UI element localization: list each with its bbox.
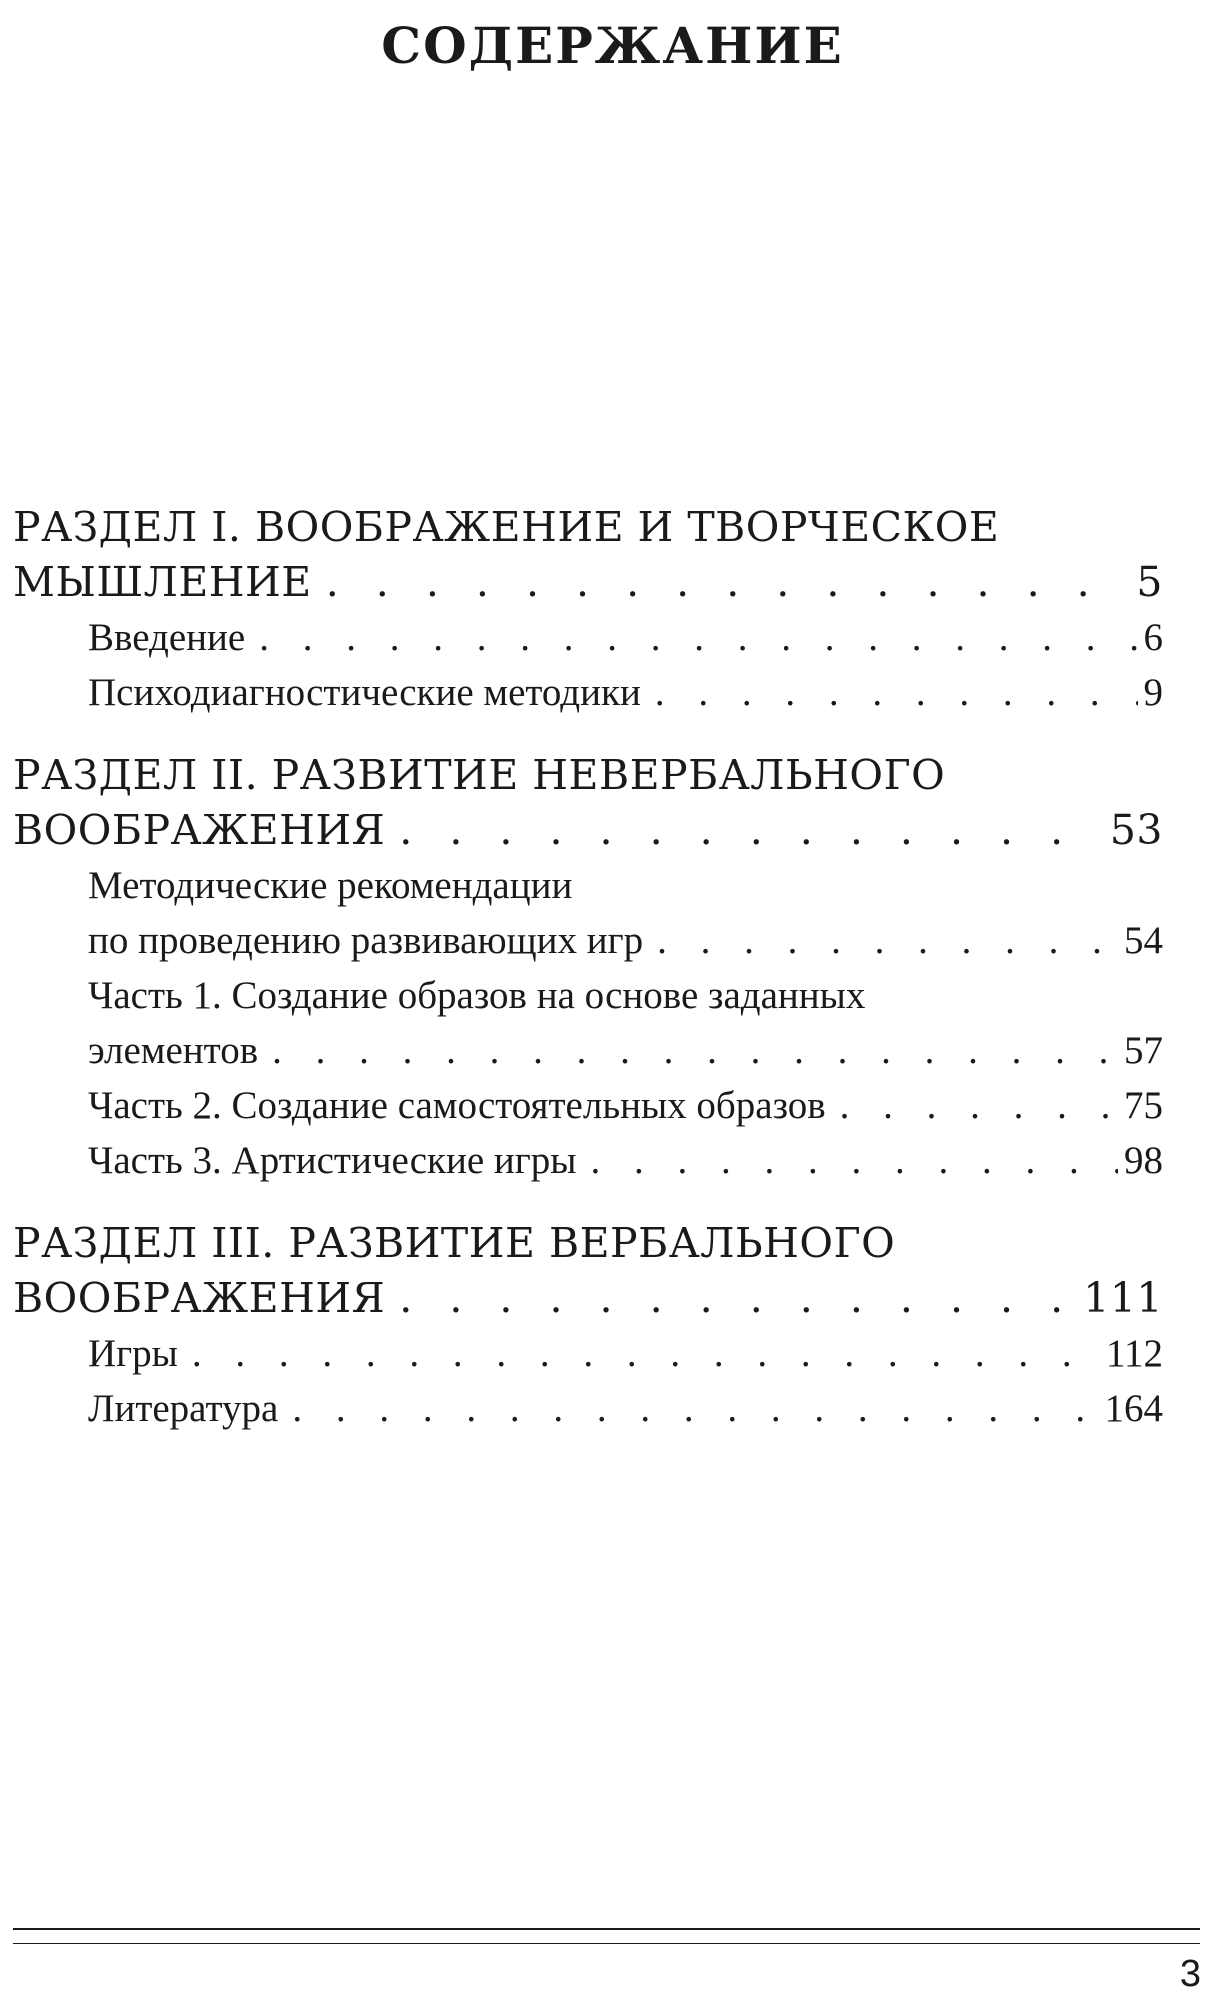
entry-title: Игры	[88, 1332, 178, 1375]
dot-leader	[643, 913, 1118, 968]
toc-entry-methodical-recommendations-continued[interactable]	[13, 913, 1163, 968]
entry-page: 6	[1143, 616, 1163, 659]
entry-title-line1: Методические рекомендации	[88, 864, 573, 907]
toc-section-1	[13, 500, 1163, 720]
section-2-title-line2: ВООБРАЖЕНИЯ	[13, 806, 386, 854]
entry-title: Часть 2. Создание самостоятельных образов	[88, 1084, 826, 1127]
entry-page: 164	[1104, 1387, 1163, 1430]
section-1-heading	[13, 500, 1163, 555]
entry-title: по проведению развивающих игр	[88, 919, 644, 962]
toc-entry-games[interactable]	[13, 1326, 1163, 1381]
footer-divider-bottom	[13, 1943, 1200, 1944]
entry-title: Часть 3. Артистические игры	[88, 1139, 577, 1182]
section-3-heading	[13, 1216, 1163, 1271]
toc-entry-part-1[interactable]	[13, 968, 1163, 1023]
section-3-heading-continued	[13, 1271, 1163, 1326]
section-1-title-line2: МЫШЛЕНИЕ	[13, 558, 312, 606]
section-1-title-line1: РАЗДЕЛ I. ВООБРАЖЕНИЕ И ТВОРЧЕСКОЕ	[13, 503, 1000, 551]
dot-leader	[826, 1078, 1118, 1133]
entry-page: 75	[1124, 1084, 1163, 1127]
table-of-contents	[13, 500, 1163, 1464]
toc-section-3	[13, 1216, 1163, 1436]
entry-title: Введение	[88, 616, 246, 659]
footer-divider-top	[13, 1928, 1200, 1930]
entry-page: 9	[1143, 671, 1163, 714]
section-2-title-line1: РАЗДЕЛ II. РАЗВИТИЕ НЕВЕРБАЛЬНОГО	[13, 751, 946, 799]
entry-title: Психодиагностические методики	[88, 671, 641, 714]
section-1-heading-continued	[13, 555, 1163, 610]
section-3-title-line1: РАЗДЕЛ III. РАЗВИТИЕ ВЕРБАЛЬНОГО	[13, 1219, 896, 1267]
page-number: 3	[1179, 1953, 1201, 1995]
section-2-heading	[13, 748, 1163, 803]
entry-title: Литература	[88, 1387, 279, 1430]
page-title: СОДЕРЖАНИЕ	[381, 16, 844, 75]
dot-leader	[178, 1326, 1100, 1381]
dot-leader	[577, 1133, 1119, 1188]
entry-title: элементов	[88, 1029, 259, 1072]
entry-page: 57	[1124, 1029, 1163, 1072]
entry-title-line1: Часть 1. Создание образов на основе заданных	[88, 974, 866, 1017]
entry-page: 54	[1124, 919, 1163, 962]
toc-entry-part-2[interactable]	[13, 1078, 1163, 1133]
section-2-page: 53	[1109, 806, 1163, 854]
dot-leader	[385, 1271, 1077, 1326]
toc-section-2	[13, 748, 1163, 1188]
toc-entry-methodical-recommendations[interactable]	[13, 858, 1163, 913]
dot-leader	[312, 555, 1131, 610]
entry-page: 112	[1105, 1332, 1163, 1375]
dot-leader	[245, 610, 1137, 665]
section-3-page: 111	[1083, 1274, 1163, 1322]
section-3-title-line2: ВООБРАЖЕНИЯ	[13, 1274, 386, 1322]
section-1-page: 5	[1136, 558, 1163, 606]
toc-entry-literature[interactable]	[13, 1381, 1163, 1436]
entry-page: 98	[1124, 1139, 1163, 1182]
toc-entry-part-1-continued[interactable]	[13, 1023, 1163, 1078]
dot-leader	[641, 665, 1138, 720]
toc-entry-part-3[interactable]	[13, 1133, 1163, 1188]
toc-entry-psychodiagnostic-methods[interactable]	[13, 665, 1163, 720]
dot-leader	[385, 803, 1104, 858]
section-2-heading-continued	[13, 803, 1163, 858]
dot-leader	[258, 1023, 1118, 1078]
toc-entry-introduction[interactable]	[13, 610, 1163, 665]
dot-leader	[278, 1381, 1098, 1436]
